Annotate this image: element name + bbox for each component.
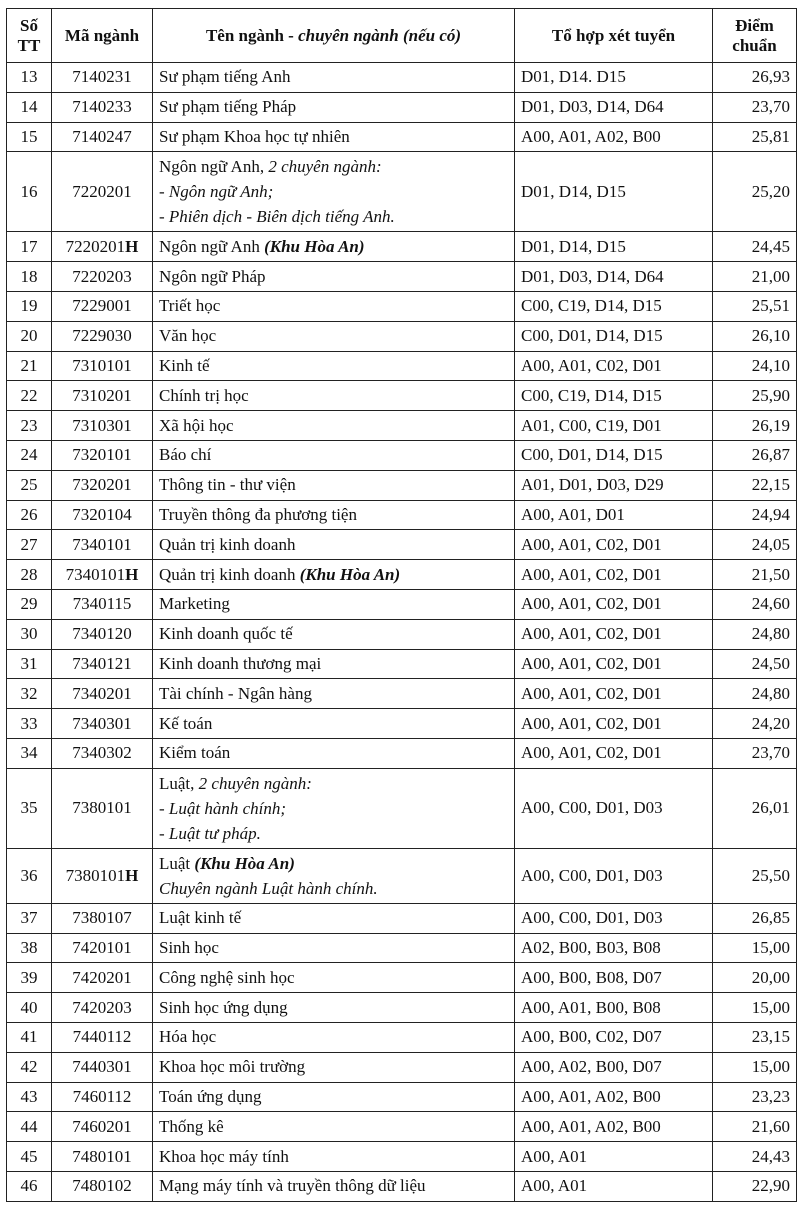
row-code-suffix: H bbox=[125, 865, 139, 885]
row-name: Quản trị kinh doanh bbox=[153, 530, 515, 560]
row-combo: A00, C00, D01, D03 bbox=[515, 848, 713, 903]
table-row bbox=[7, 848, 797, 903]
row-combo: A00, A01, A02, B00 bbox=[515, 122, 713, 152]
row-combo: D01, D14, D15 bbox=[515, 152, 713, 232]
row-code: 7320201 bbox=[52, 470, 153, 500]
row-code-number: 7340101 bbox=[65, 564, 126, 584]
row-stt: 26 bbox=[7, 500, 52, 530]
row-score: 23,70 bbox=[713, 738, 797, 768]
row-score: 22,90 bbox=[713, 1171, 797, 1201]
row-score: 15,00 bbox=[713, 933, 797, 963]
row-combo: A00, A01, C02, D01 bbox=[515, 619, 713, 649]
row-code: 7310301 bbox=[52, 411, 153, 441]
row-score: 25,20 bbox=[713, 152, 797, 232]
table-row bbox=[7, 1022, 797, 1052]
row-combo: C00, D01, D14, D15 bbox=[515, 321, 713, 351]
table-row bbox=[7, 1082, 797, 1112]
row-score: 25,90 bbox=[713, 381, 797, 411]
row-stt: 38 bbox=[7, 933, 52, 963]
row-code-suffix: H bbox=[125, 564, 139, 584]
table-row bbox=[7, 649, 797, 679]
header-code: Mã ngành bbox=[52, 9, 153, 63]
row-code: 7380101 bbox=[52, 768, 153, 848]
row-name: Chính trị học bbox=[153, 381, 515, 411]
row-score: 23,15 bbox=[713, 1022, 797, 1052]
row-code: 7420101 bbox=[52, 933, 153, 963]
row-combo: A00, A01, C02, D01 bbox=[515, 351, 713, 381]
row-combo: A00, A01, C02, D01 bbox=[515, 649, 713, 679]
row-code: 7140231 bbox=[52, 63, 153, 93]
row-stt: 40 bbox=[7, 993, 52, 1023]
row-sub-line: - Luật hành chính; bbox=[159, 798, 287, 818]
table-row bbox=[7, 122, 797, 152]
table-row bbox=[7, 1112, 797, 1142]
row-stt: 28 bbox=[7, 560, 52, 590]
table-row bbox=[7, 709, 797, 739]
row-code: 7229030 bbox=[52, 321, 153, 351]
row-score: 26,19 bbox=[713, 411, 797, 441]
row-code: 7340121 bbox=[52, 649, 153, 679]
row-combo: A00, A01, C02, D01 bbox=[515, 530, 713, 560]
row-score: 20,00 bbox=[713, 963, 797, 993]
row-name: Hóa học bbox=[153, 1022, 515, 1052]
table-row bbox=[7, 619, 797, 649]
row-score: 26,93 bbox=[713, 63, 797, 93]
table-row bbox=[7, 351, 797, 381]
row-name: Sư phạm Khoa học tự nhiên bbox=[153, 122, 515, 152]
header-combo: Tổ hợp xét tuyển bbox=[515, 9, 713, 63]
table-row bbox=[7, 63, 797, 93]
row-name: Kinh tế bbox=[153, 351, 515, 381]
row-code-number: 7220201 bbox=[65, 236, 126, 256]
row-combo: A00, A01, C02, D01 bbox=[515, 738, 713, 768]
row-stt: 23 bbox=[7, 411, 52, 441]
row-stt: 37 bbox=[7, 903, 52, 933]
row-name: Marketing bbox=[153, 589, 515, 619]
row-name-campus: (Khu Hòa An) bbox=[299, 564, 401, 584]
row-combo: A02, B00, B03, B08 bbox=[515, 933, 713, 963]
row-code bbox=[52, 560, 153, 590]
row-stt: 18 bbox=[7, 262, 52, 292]
table-row bbox=[7, 963, 797, 993]
header-name bbox=[153, 9, 515, 63]
row-name-italic: 2 chuyên ngành: bbox=[268, 157, 382, 177]
row-score: 24,94 bbox=[713, 500, 797, 530]
row-code: 7420203 bbox=[52, 993, 153, 1023]
row-name-italic: 2 chuyên ngành: bbox=[198, 773, 312, 793]
row-name: Công nghệ sinh học bbox=[153, 963, 515, 993]
row-score: 25,50 bbox=[713, 848, 797, 903]
row-name-text: Ngôn ngữ Anh, bbox=[159, 157, 269, 177]
header-name-italic: chuyên ngành (nếu có) bbox=[298, 25, 462, 45]
row-combo: D01, D03, D14, D64 bbox=[515, 92, 713, 122]
header-score: Điểm chuẩn bbox=[713, 9, 797, 63]
row-name: Sinh học ứng dụng bbox=[153, 993, 515, 1023]
row-code: 7440112 bbox=[52, 1022, 153, 1052]
row-name: Xã hội học bbox=[153, 411, 515, 441]
row-score: 24,80 bbox=[713, 619, 797, 649]
row-code: 7340120 bbox=[52, 619, 153, 649]
row-code: 7460201 bbox=[52, 1112, 153, 1142]
row-score: 26,85 bbox=[713, 903, 797, 933]
row-name: Triết học bbox=[153, 291, 515, 321]
row-stt: 27 bbox=[7, 530, 52, 560]
table-row bbox=[7, 152, 797, 232]
row-name bbox=[153, 152, 515, 232]
admission-score-table bbox=[6, 8, 797, 1202]
row-name: Ngôn ngữ Pháp bbox=[153, 262, 515, 292]
row-stt: 33 bbox=[7, 709, 52, 739]
row-stt: 29 bbox=[7, 589, 52, 619]
row-stt: 14 bbox=[7, 92, 52, 122]
row-code bbox=[52, 848, 153, 903]
row-combo: D01, D03, D14, D64 bbox=[515, 262, 713, 292]
row-combo: A00, A01, C02, D01 bbox=[515, 560, 713, 590]
table-row bbox=[7, 993, 797, 1023]
row-score: 24,43 bbox=[713, 1142, 797, 1172]
row-code: 7420201 bbox=[52, 963, 153, 993]
row-combo: C00, C19, D14, D15 bbox=[515, 291, 713, 321]
row-stt: 35 bbox=[7, 768, 52, 848]
row-code: 7320104 bbox=[52, 500, 153, 530]
table-row bbox=[7, 411, 797, 441]
row-combo: A00, B00, C02, D07 bbox=[515, 1022, 713, 1052]
table-row bbox=[7, 530, 797, 560]
row-combo: C00, D01, D14, D15 bbox=[515, 440, 713, 470]
row-name bbox=[153, 232, 515, 262]
table-row bbox=[7, 903, 797, 933]
row-sub-line: - Phiên dịch - Biên dịch tiếng Anh. bbox=[159, 207, 395, 227]
row-name: Sư phạm tiếng Pháp bbox=[153, 92, 515, 122]
table-row bbox=[7, 1142, 797, 1172]
row-combo: A00, A01, B00, B08 bbox=[515, 993, 713, 1023]
row-code-suffix: H bbox=[125, 236, 139, 256]
row-code: 7140247 bbox=[52, 122, 153, 152]
row-code: 7320101 bbox=[52, 440, 153, 470]
row-code bbox=[52, 232, 153, 262]
row-stt: 30 bbox=[7, 619, 52, 649]
row-code: 7380107 bbox=[52, 903, 153, 933]
row-stt: 20 bbox=[7, 321, 52, 351]
row-stt: 25 bbox=[7, 470, 52, 500]
row-stt: 46 bbox=[7, 1171, 52, 1201]
row-combo: A00, A01, A02, B00 bbox=[515, 1112, 713, 1142]
row-name-line bbox=[159, 154, 508, 179]
row-code: 7340302 bbox=[52, 738, 153, 768]
row-code: 7229001 bbox=[52, 291, 153, 321]
row-score: 22,15 bbox=[713, 470, 797, 500]
row-score: 24,20 bbox=[713, 709, 797, 739]
row-stt: 17 bbox=[7, 232, 52, 262]
table-row bbox=[7, 291, 797, 321]
row-score: 15,00 bbox=[713, 993, 797, 1023]
table-row bbox=[7, 589, 797, 619]
row-stt: 21 bbox=[7, 351, 52, 381]
row-score: 23,23 bbox=[713, 1082, 797, 1112]
table-row bbox=[7, 232, 797, 262]
row-score: 25,51 bbox=[713, 291, 797, 321]
row-combo: A00, A01, A02, B00 bbox=[515, 1082, 713, 1112]
row-name: Khoa học môi trường bbox=[153, 1052, 515, 1082]
row-score: 21,60 bbox=[713, 1112, 797, 1142]
table-header-row bbox=[7, 9, 797, 63]
row-combo: A00, B00, B08, D07 bbox=[515, 963, 713, 993]
table-row bbox=[7, 1171, 797, 1201]
row-combo: A00, C00, D01, D03 bbox=[515, 903, 713, 933]
row-stt: 31 bbox=[7, 649, 52, 679]
row-name bbox=[153, 768, 515, 848]
row-name: Luật kinh tế bbox=[153, 903, 515, 933]
row-code: 7220201 bbox=[52, 152, 153, 232]
row-stt: 36 bbox=[7, 848, 52, 903]
row-stt: 32 bbox=[7, 679, 52, 709]
row-code: 7340301 bbox=[52, 709, 153, 739]
row-combo: A00, A01 bbox=[515, 1171, 713, 1201]
row-stt: 42 bbox=[7, 1052, 52, 1082]
row-name: Truyền thông đa phương tiện bbox=[153, 500, 515, 530]
table-row bbox=[7, 679, 797, 709]
table-row bbox=[7, 500, 797, 530]
table-row bbox=[7, 933, 797, 963]
row-stt: 43 bbox=[7, 1082, 52, 1112]
row-combo: D01, D14. D15 bbox=[515, 63, 713, 93]
row-name: Kinh doanh thương mại bbox=[153, 649, 515, 679]
row-code: 7140233 bbox=[52, 92, 153, 122]
table-row bbox=[7, 768, 797, 848]
row-score: 26,10 bbox=[713, 321, 797, 351]
row-name: Thống kê bbox=[153, 1112, 515, 1142]
row-name: Thông tin - thư viện bbox=[153, 470, 515, 500]
row-score: 24,80 bbox=[713, 679, 797, 709]
row-score: 21,00 bbox=[713, 262, 797, 292]
row-name-line bbox=[159, 851, 508, 876]
row-name: Sinh học bbox=[153, 933, 515, 963]
row-name: Mạng máy tính và truyền thông dữ liệu bbox=[153, 1171, 515, 1201]
row-combo: A00, A02, B00, D07 bbox=[515, 1052, 713, 1082]
row-score: 15,00 bbox=[713, 1052, 797, 1082]
row-code: 7460112 bbox=[52, 1082, 153, 1112]
row-score: 21,50 bbox=[713, 560, 797, 590]
row-stt: 41 bbox=[7, 1022, 52, 1052]
row-name-campus: (Khu Hòa An) bbox=[194, 853, 295, 873]
table-row bbox=[7, 262, 797, 292]
row-stt: 45 bbox=[7, 1142, 52, 1172]
row-combo: A00, A01, C02, D01 bbox=[515, 679, 713, 709]
header-name-main: Tên ngành - bbox=[205, 25, 299, 45]
table-row bbox=[7, 560, 797, 590]
row-sub-line: - Ngôn ngữ Anh; bbox=[159, 182, 274, 202]
row-combo: A00, A01, C02, D01 bbox=[515, 709, 713, 739]
row-name-text: Luật bbox=[159, 853, 195, 873]
row-stt: 15 bbox=[7, 122, 52, 152]
row-stt: 13 bbox=[7, 63, 52, 93]
row-name: Văn học bbox=[153, 321, 515, 351]
row-code: 7220203 bbox=[52, 262, 153, 292]
row-code-number: 7380101 bbox=[65, 865, 126, 885]
row-score: 24,60 bbox=[713, 589, 797, 619]
row-name-text: Ngôn ngữ Anh bbox=[159, 236, 265, 256]
row-sub-line: - Luật tư pháp. bbox=[159, 823, 261, 843]
row-combo: A00, C00, D01, D03 bbox=[515, 768, 713, 848]
row-combo: D01, D14, D15 bbox=[515, 232, 713, 262]
row-score: 26,01 bbox=[713, 768, 797, 848]
row-stt: 34 bbox=[7, 738, 52, 768]
table-row bbox=[7, 1052, 797, 1082]
row-combo: C00, C19, D14, D15 bbox=[515, 381, 713, 411]
table-row bbox=[7, 470, 797, 500]
row-combo: A00, A01, D01 bbox=[515, 500, 713, 530]
row-score: 25,81 bbox=[713, 122, 797, 152]
row-code: 7340201 bbox=[52, 679, 153, 709]
row-combo: A01, C00, C19, D01 bbox=[515, 411, 713, 441]
row-code: 7310201 bbox=[52, 381, 153, 411]
row-score: 23,70 bbox=[713, 92, 797, 122]
row-stt: 19 bbox=[7, 291, 52, 321]
row-score: 24,05 bbox=[713, 530, 797, 560]
row-code: 7340115 bbox=[52, 589, 153, 619]
row-name-text: Quản trị kinh doanh bbox=[159, 564, 300, 584]
row-stt: 44 bbox=[7, 1112, 52, 1142]
row-name: Tài chính - Ngân hàng bbox=[153, 679, 515, 709]
row-score: 26,87 bbox=[713, 440, 797, 470]
row-combo: A01, D01, D03, D29 bbox=[515, 470, 713, 500]
row-name-line bbox=[159, 771, 508, 796]
row-name bbox=[153, 560, 515, 590]
row-stt: 24 bbox=[7, 440, 52, 470]
table-row bbox=[7, 92, 797, 122]
row-name-text: Luật, bbox=[159, 773, 199, 793]
row-stt: 39 bbox=[7, 963, 52, 993]
row-name bbox=[153, 848, 515, 903]
row-sub-line: Chuyên ngành Luật hành chính. bbox=[159, 878, 378, 898]
row-stt: 22 bbox=[7, 381, 52, 411]
row-name: Kinh doanh quốc tế bbox=[153, 619, 515, 649]
row-score: 24,10 bbox=[713, 351, 797, 381]
table-row bbox=[7, 440, 797, 470]
row-name: Khoa học máy tính bbox=[153, 1142, 515, 1172]
table-row bbox=[7, 738, 797, 768]
row-code: 7340101 bbox=[52, 530, 153, 560]
table-row bbox=[7, 321, 797, 351]
header-stt: Số TT bbox=[7, 9, 52, 63]
row-score: 24,50 bbox=[713, 649, 797, 679]
row-score: 24,45 bbox=[713, 232, 797, 262]
row-code: 7480102 bbox=[52, 1171, 153, 1201]
row-name: Toán ứng dụng bbox=[153, 1082, 515, 1112]
row-name-campus: (Khu Hòa An) bbox=[264, 236, 365, 256]
row-name: Báo chí bbox=[153, 440, 515, 470]
row-name: Kiểm toán bbox=[153, 738, 515, 768]
table-row bbox=[7, 381, 797, 411]
row-combo: A00, A01 bbox=[515, 1142, 713, 1172]
row-code: 7480101 bbox=[52, 1142, 153, 1172]
row-code: 7310101 bbox=[52, 351, 153, 381]
row-name: Sư phạm tiếng Anh bbox=[153, 63, 515, 93]
row-code: 7440301 bbox=[52, 1052, 153, 1082]
row-name: Kế toán bbox=[153, 709, 515, 739]
row-stt: 16 bbox=[7, 152, 52, 232]
row-combo: A00, A01, C02, D01 bbox=[515, 589, 713, 619]
